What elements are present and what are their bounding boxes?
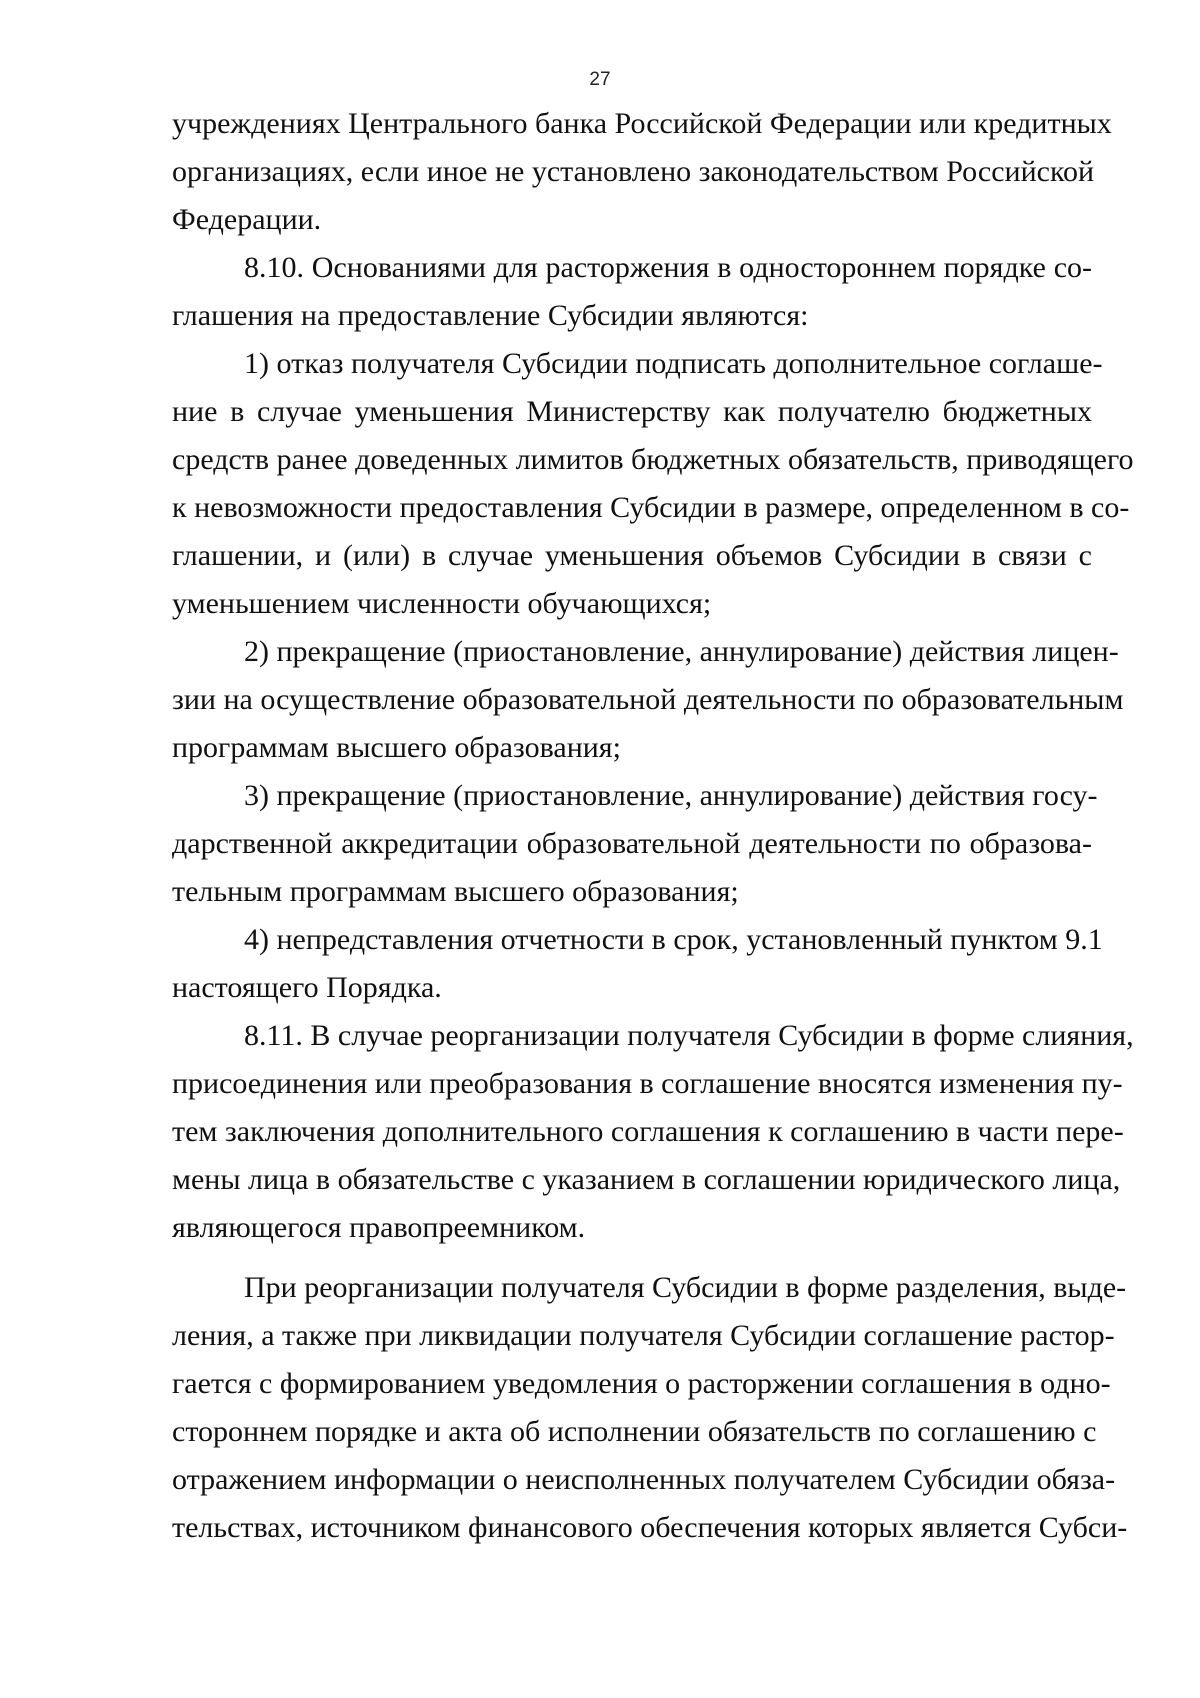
text-line: тем заключения дополнительного соглашения к соглашению в части пере- [172,1115,1124,1148]
text-line: ления, а также при ликвидации получателя Субсидии соглашение растор- [172,1319,1115,1352]
text-line: отражением информации о неисполненных получателем Субсидии обяза- [172,1463,1116,1496]
text-line: программам высшего образования; [172,731,621,764]
text-line: 2) прекращение (приостановление, аннулирование) действия лицен- [244,635,1119,668]
text-line: настоящего Порядка. [172,971,442,1004]
text-line: дарственной аккредитации образовательной деятельности по образова- [172,827,1092,860]
text-line: уменьшением численности обучающихся; [172,587,712,620]
text-line: стороннем порядке и акта об исполнении обязательств по соглашению с [172,1415,1097,1448]
text-line: учреждениях Центрального банка Российской Федерации или кредитных [172,107,1112,140]
text-line: 3) прекращение (приостановление, аннулирование) действия госу- [244,779,1098,812]
text-line: организациях, если иное не установлено законодательством Российской [172,155,1095,188]
paragraph-gap [172,1252,1092,1264]
text-line: являющегося правопреемником. [172,1211,586,1244]
text-line: глашении, и (или) в случае уменьшения объемов Субсидии в связи с [172,539,1092,572]
text-line: мены лица в обязательстве с указанием в соглашении юридического лица, [172,1163,1121,1196]
text-line: глашения на предоставление Субсидии являются: [172,299,809,332]
text-line: гается с формированием уведомления о расторжении соглашения в одно- [172,1367,1111,1400]
text-line: к невозможности предоставления Субсидии в размере, определенном в со- [172,491,1130,524]
text-line: 4) непредставления отчетности в срок, установленный пунктом 9.1 [244,923,1103,956]
text-line: зии на осуществление образовательной деятельности по образовательным [172,683,1124,716]
text-line: ние в случае уменьшения Министерству как получателю бюджетных [172,395,1092,428]
text-line: тельным программам высшего образования; [172,875,739,908]
page-number: 27 [589,69,611,90]
text-line: 8.11. В случае реорганизации получателя Субсидии в форме слияния, [244,1019,1134,1052]
text-line: При реорганизации получателя Субсидии в форме разделения, выде- [244,1271,1127,1304]
text-line: 8.10. Основаниями для расторжения в одностороннем порядке со- [244,251,1092,284]
text-line: Федерации. [172,203,322,236]
text-line: 1) отказ получателя Субсидии подписать дополнительное соглаше- [244,347,1103,380]
text-line: тельствах, источником финансового обеспечения которых является Субси- [172,1511,1128,1544]
document-body [172,100,1134,1552]
text-line: присоединения или преобразования в соглашение вносятся изменения пу- [172,1067,1123,1100]
text-line: средств ранее доведенных лимитов бюджетных обязательств, приводящего [172,443,1134,476]
